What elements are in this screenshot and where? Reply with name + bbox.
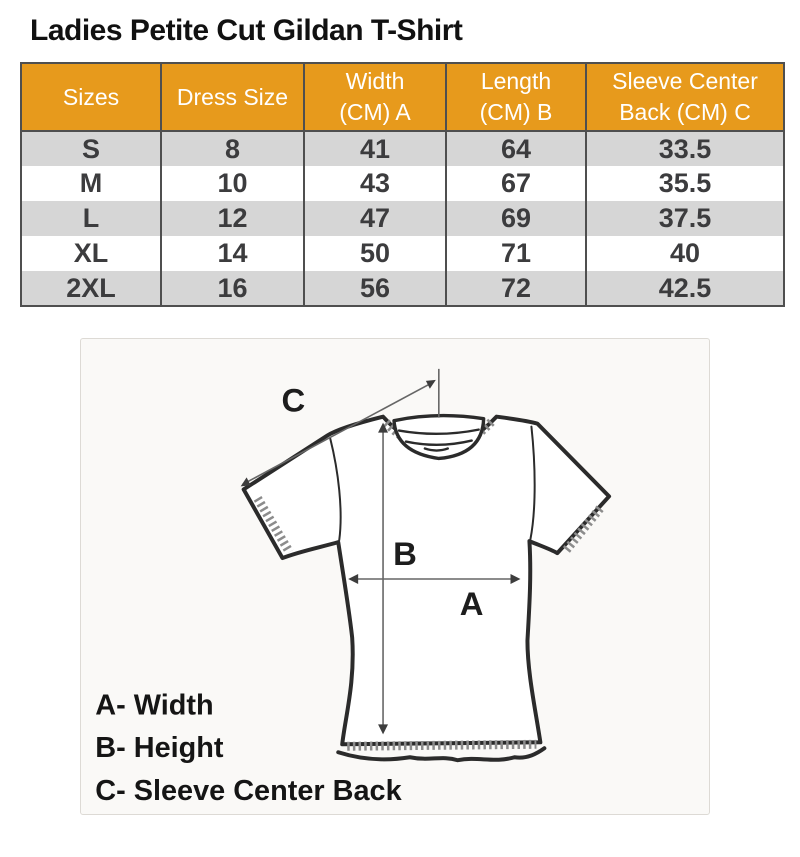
table-cell: 72 xyxy=(446,271,586,306)
tshirt-body-path xyxy=(244,417,609,745)
label-b: B xyxy=(393,535,417,573)
table-cell: S xyxy=(21,131,161,166)
size-table xyxy=(20,62,785,307)
col-header-length: Length (CM) B xyxy=(446,63,586,131)
measure-c-arrow-bottom xyxy=(241,477,251,486)
table-cell: 37.5 xyxy=(586,201,784,236)
measure-c-arrow-top xyxy=(426,380,436,389)
table-row xyxy=(21,236,784,271)
legend-height: B- Height xyxy=(95,732,224,765)
table-cell: 43 xyxy=(304,166,446,201)
hem-bottom-line xyxy=(338,748,544,760)
table-cell: 67 xyxy=(446,166,586,201)
table-cell: XL xyxy=(21,236,161,271)
table-cell: L xyxy=(21,201,161,236)
label-c: C xyxy=(281,381,306,419)
table-cell: 12 xyxy=(161,201,304,236)
table-row xyxy=(21,271,784,306)
table-cell: 33.5 xyxy=(586,131,784,166)
table-header-row xyxy=(21,63,784,131)
col-header-sizes: Sizes xyxy=(21,63,161,131)
table-cell: M xyxy=(21,166,161,201)
table-cell: 64 xyxy=(446,131,586,166)
col-header-width: Width (CM) A xyxy=(304,63,446,131)
table-cell: 10 xyxy=(161,166,304,201)
table-cell: 69 xyxy=(446,201,586,236)
page-title: Ladies Petite Cut Gildan T-Shirt xyxy=(30,14,463,47)
table-cell: 8 xyxy=(161,131,304,166)
table-cell: 2XL xyxy=(21,271,161,306)
table-cell: 56 xyxy=(304,271,446,306)
tshirt-measurement-diagram xyxy=(81,339,709,814)
table-row xyxy=(21,166,784,201)
tshirt-drawing-icon xyxy=(244,416,609,761)
table-cell: 35.5 xyxy=(586,166,784,201)
table-cell: 40 xyxy=(586,236,784,271)
table-row xyxy=(21,131,784,166)
col-header-sleeve: Sleeve Center Back (CM) C xyxy=(586,63,784,131)
table-row xyxy=(21,201,784,236)
table-cell: 50 xyxy=(304,236,446,271)
table-cell: 16 xyxy=(161,271,304,306)
table-cell: 71 xyxy=(446,236,586,271)
table-cell: 42.5 xyxy=(586,271,784,306)
table-cell: 41 xyxy=(304,131,446,166)
label-a: A xyxy=(459,584,484,622)
col-header-dress-size: Dress Size xyxy=(161,63,304,131)
legend-sleeve-center-back: C- Sleeve Center Back xyxy=(95,775,402,808)
legend-width: A- Width xyxy=(95,689,214,722)
table-cell: 47 xyxy=(304,201,446,236)
measurement-diagram-panel xyxy=(80,338,710,815)
table-cell: 14 xyxy=(161,236,304,271)
